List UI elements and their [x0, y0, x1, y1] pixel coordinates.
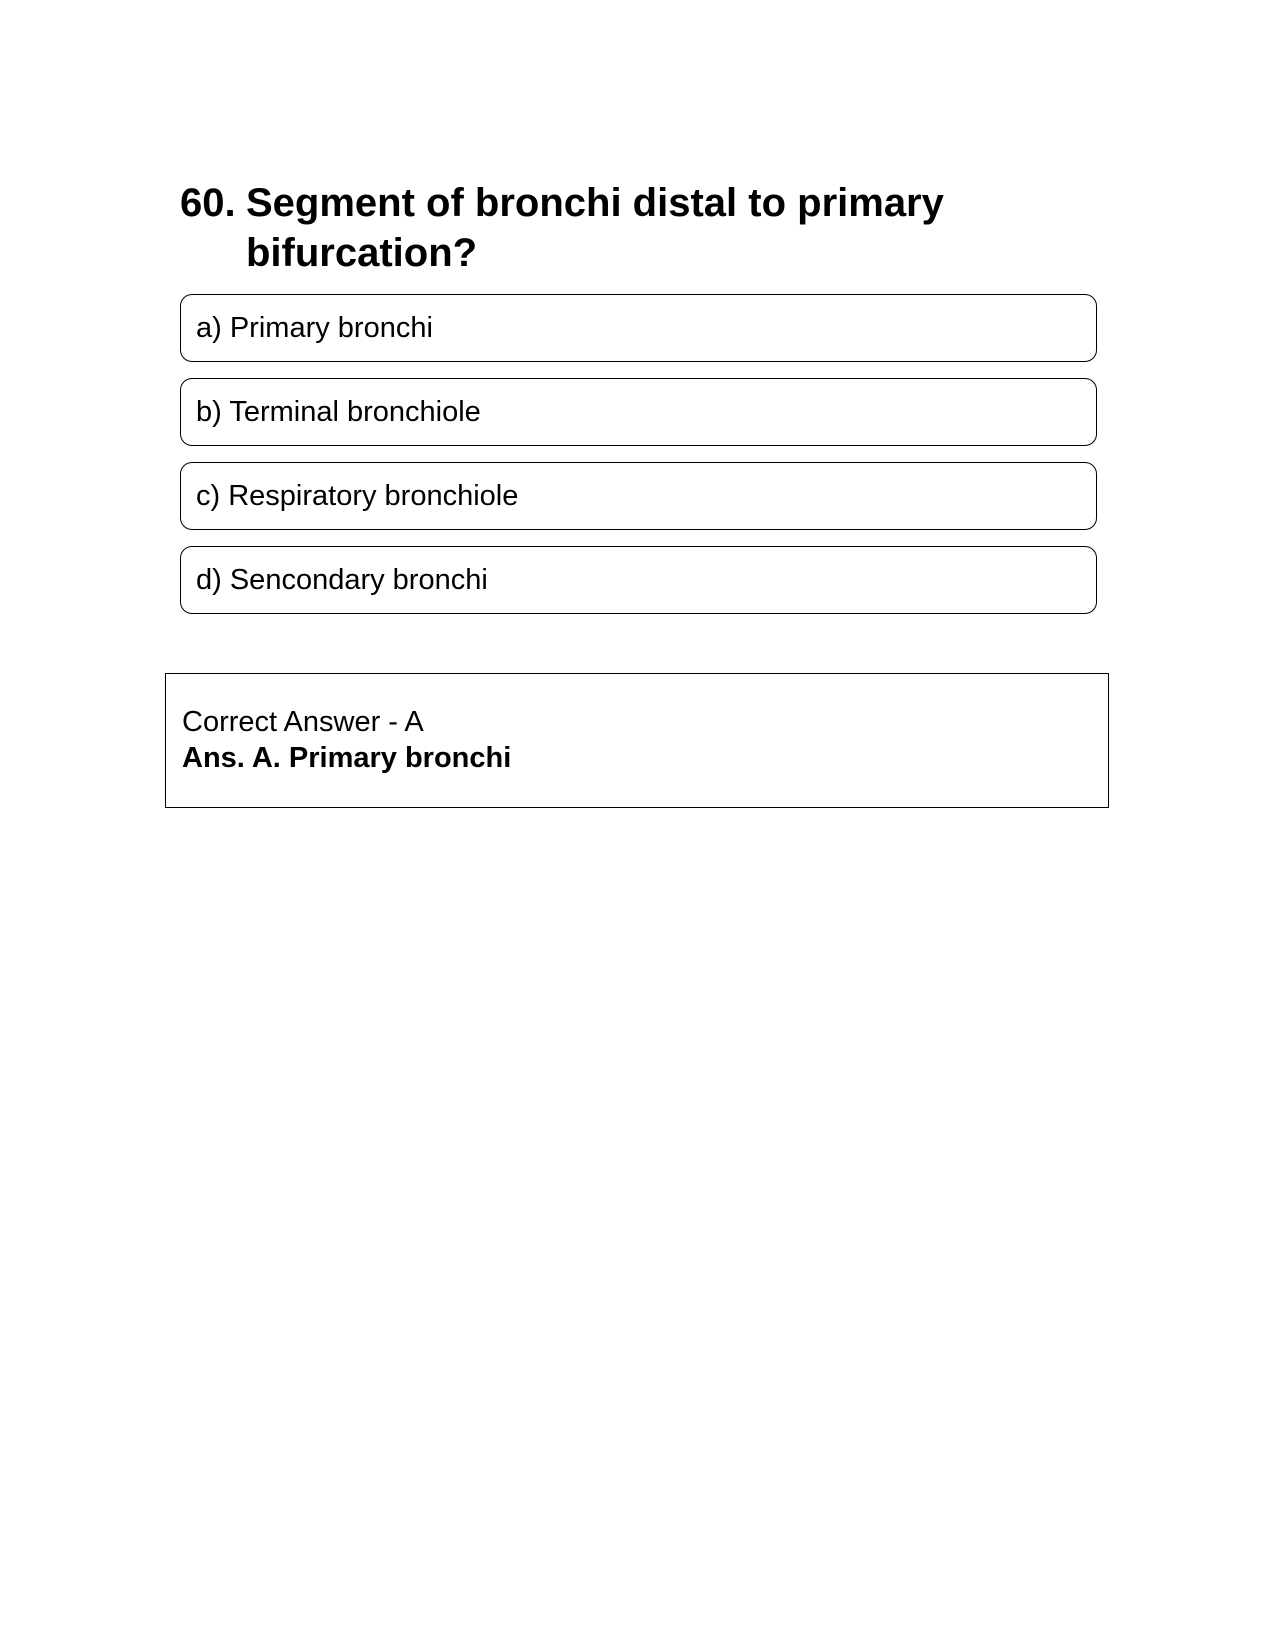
- question-number: 60.: [180, 181, 236, 225]
- option-d[interactable]: d) Sencondary bronchi: [180, 546, 1097, 614]
- answer-explanation: Ans. A. Primary bronchi: [182, 742, 512, 774]
- option-c[interactable]: c) Respiratory bronchiole: [180, 462, 1097, 530]
- question-heading: [180, 178, 1060, 278]
- option-a[interactable]: a) Primary bronchi: [180, 294, 1097, 362]
- correct-answer-text: Correct Answer - A: [182, 706, 424, 738]
- option-b[interactable]: b) Terminal bronchiole: [180, 378, 1097, 446]
- options-list: [180, 294, 1097, 630]
- answer-box: [165, 673, 1109, 808]
- question-text: Segment of bronchi distal to primary bifurcation?: [246, 181, 944, 275]
